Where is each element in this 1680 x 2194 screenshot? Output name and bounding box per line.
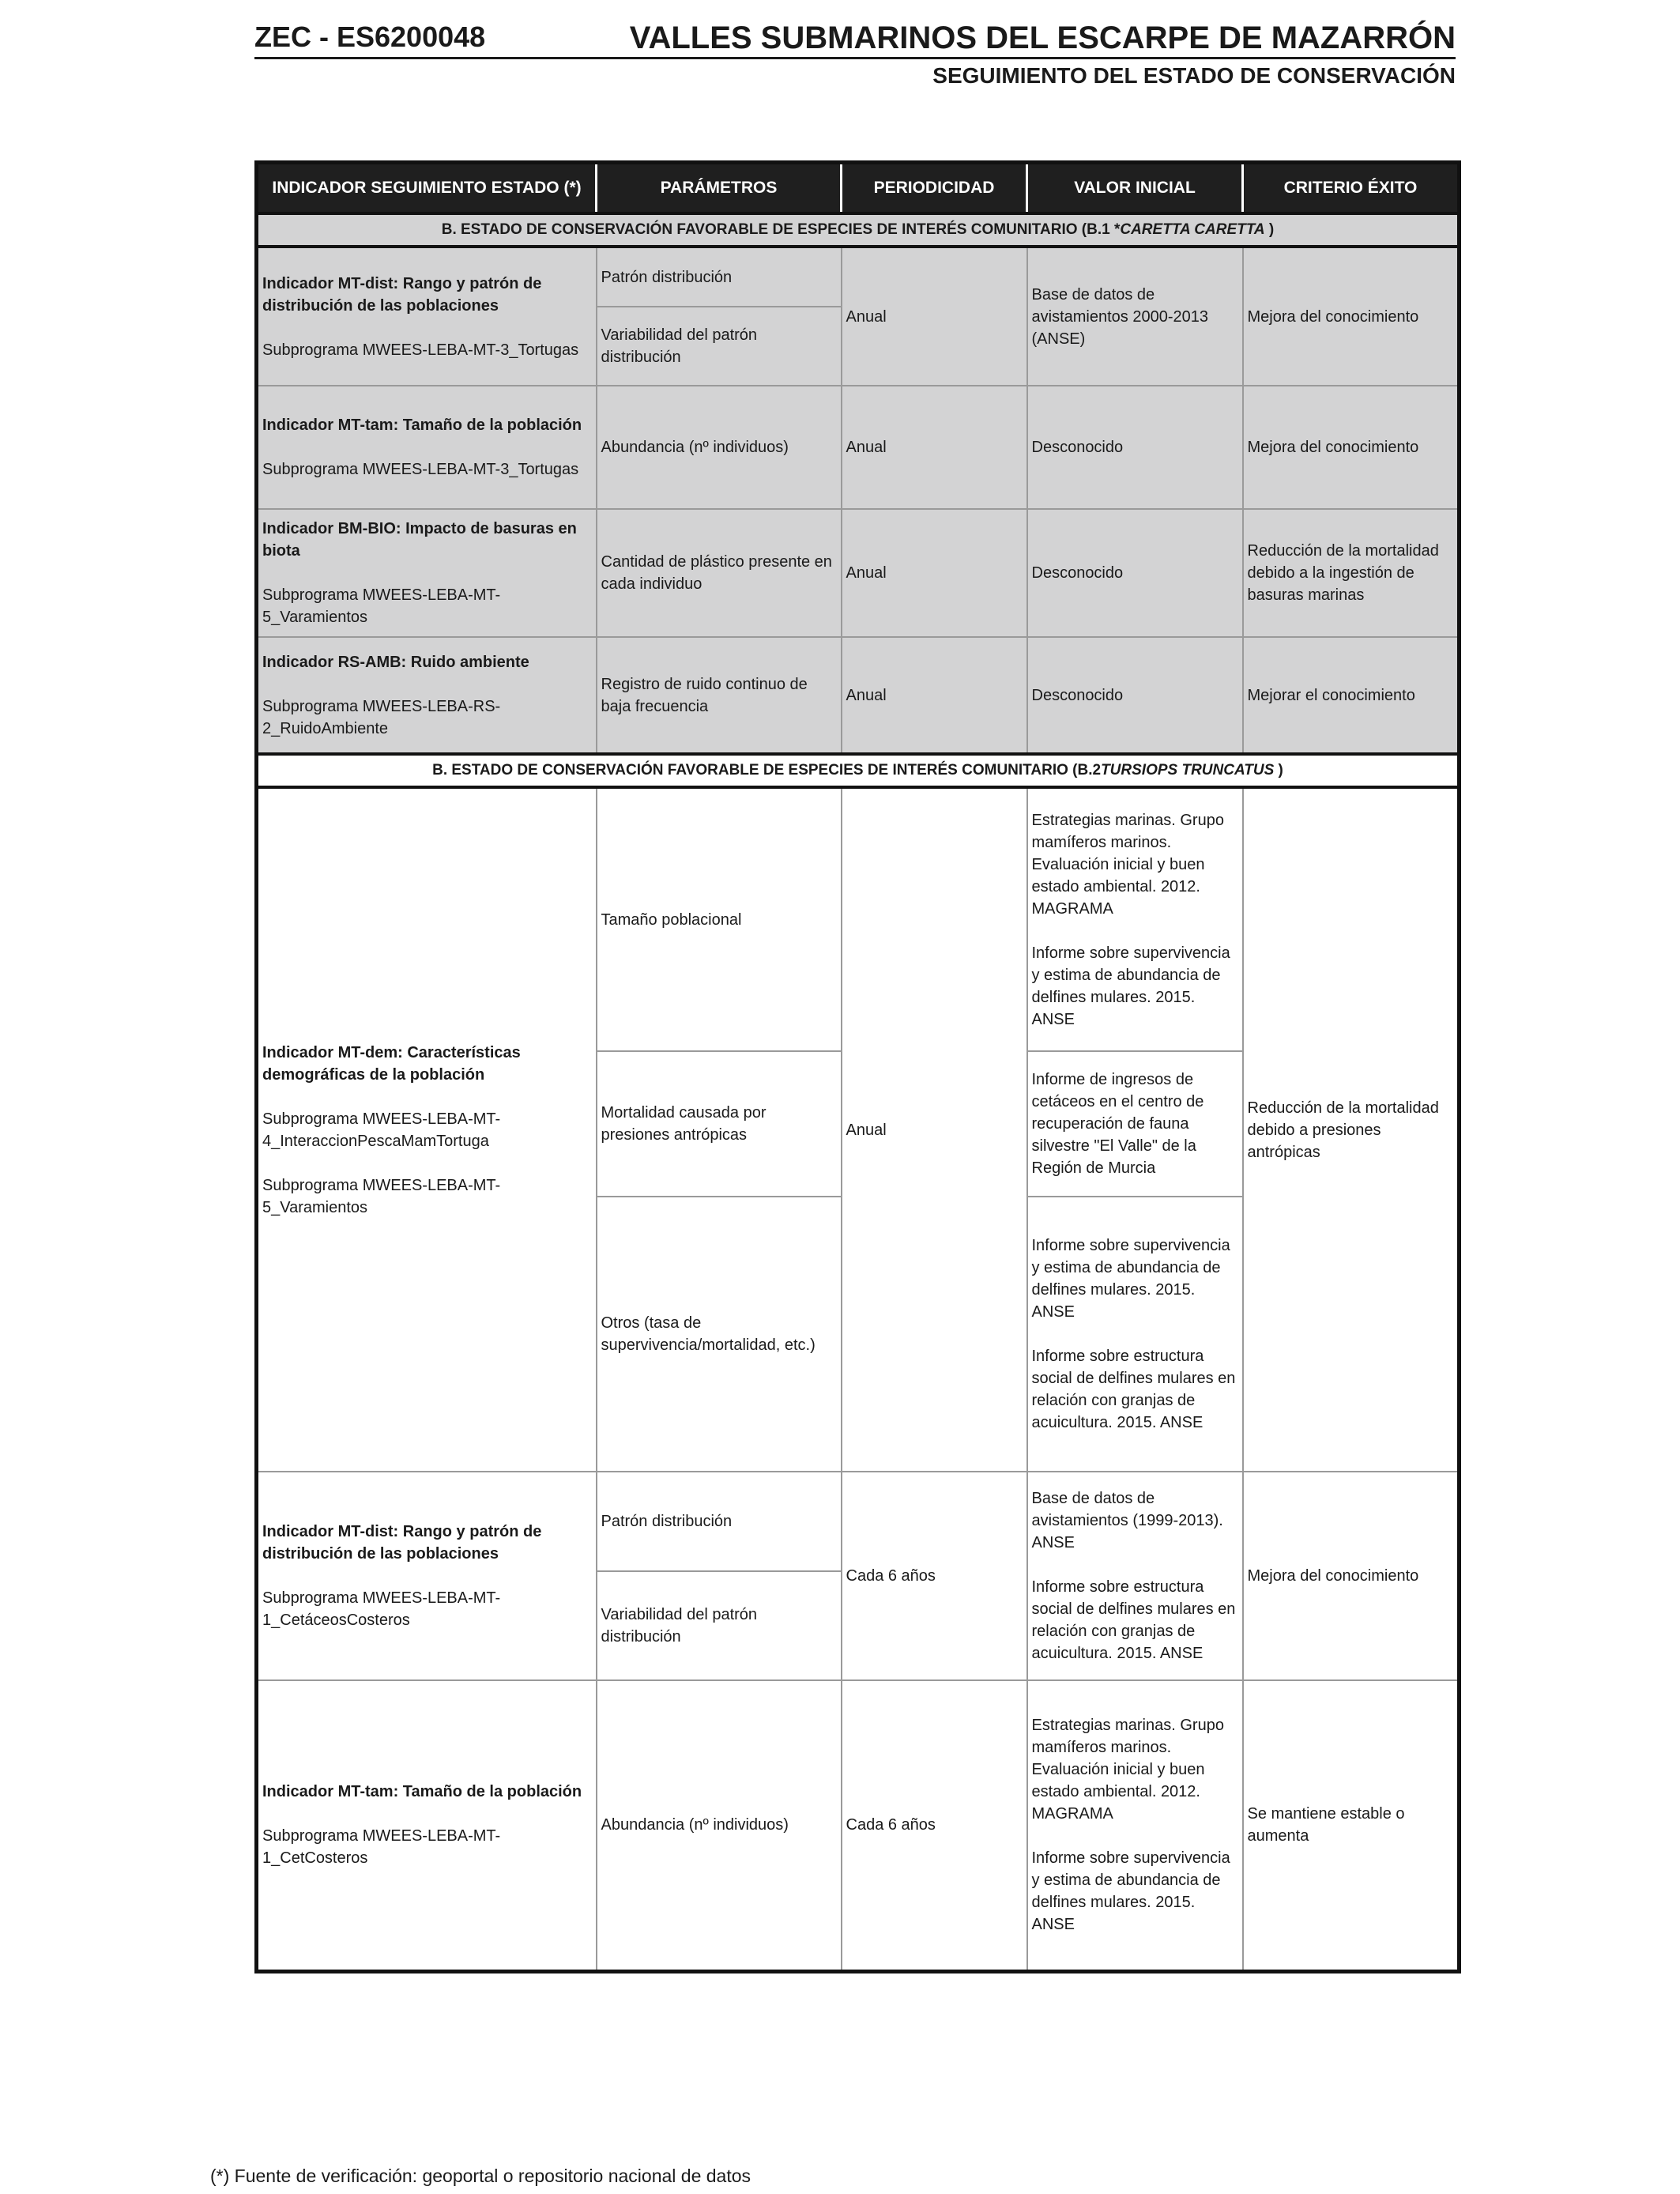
table-row — [257, 509, 1460, 637]
parameter-cell: Variabilidad del patrón distribución — [597, 307, 842, 386]
indicator-subprogram: Subprograma MWEES-LEBA-MT-3_Tortugas — [262, 341, 579, 359]
section-tursiops — [257, 754, 1460, 787]
species-name: CARETTA CARETTA — [1120, 221, 1265, 238]
criterion-cell: Mejorar el conocimiento — [1243, 637, 1460, 754]
section-caretta — [257, 213, 1460, 247]
col-parameters: PARÁMETROS — [597, 163, 842, 214]
periodicity-cell: Cada 6 años — [842, 1472, 1027, 1680]
indicator-title: Indicador BM-BIO: Impacto de basuras en biota — [262, 520, 577, 560]
initial-value-text: Base de datos de avistamientos (1999-2013). ANSE — [1031, 1490, 1223, 1551]
parameter-cell: Registro de ruido continuo de baja frecuencia — [597, 637, 842, 754]
parameter-cell: Variabilidad del patrón distribución — [597, 1571, 842, 1680]
indicator-subprogram: Subprograma MWEES-LEBA-MT-5_Varamientos — [262, 586, 501, 626]
section-prefix: B. ESTADO DE CONSERVACIÓN FAVORABLE DE ESPECIES DE INTERÉS COMUNITARIO (B.1 * — [441, 221, 1121, 238]
parameter-cell: Abundancia (nº individuos) — [597, 1680, 842, 1971]
indicator-subprogram: Subprograma MWEES-LEBA-RS-2_RuidoAmbiente — [262, 697, 501, 737]
periodicity-cell: Cada 6 años — [842, 1680, 1027, 1971]
site-code: ZEC - ES6200048 — [254, 21, 486, 53]
initial-value-cell: Informe de ingresos de cetáceos en el centro de recuperación de fauna silvestre "El Valle" de la Región de Murcia — [1027, 1051, 1243, 1197]
indicator-cell — [257, 1472, 597, 1680]
indicator-cell — [257, 509, 597, 637]
indicator-title: Indicador RS-AMB: Ruido ambiente — [262, 653, 529, 671]
criterion-cell: Mejora del conocimiento — [1243, 247, 1460, 386]
initial-value-text: Informe sobre supervivencia y estima de abundancia de delfines mulares. 2015. ANSE — [1031, 1849, 1230, 1934]
col-success-criterion: CRITERIO ÉXITO — [1243, 163, 1460, 214]
monitoring-table — [254, 160, 1461, 1973]
indicator-subprogram: Subprograma MWEES-LEBA-MT-1_CetáceosCosteros — [262, 1589, 501, 1629]
indicator-subprogram: Subprograma MWEES-LEBA-MT-1_CetCosteros — [262, 1827, 501, 1868]
initial-value-cell: Desconocido — [1027, 386, 1243, 509]
footnote: (*) Fuente de verificación: geoportal o repositorio nacional de datos — [210, 2166, 751, 2186]
section-prefix: B. ESTADO DE CONSERVACIÓN FAVORABLE DE ESPECIES DE INTERÉS COMUNITARIO (B.2 — [432, 762, 1102, 778]
indicator-cell — [257, 637, 597, 754]
periodicity-cell: Anual — [842, 509, 1027, 637]
initial-value-text: Informe sobre estructura social de delfines mulares en relación con granjas de acuicultura. 2015. ANSE — [1031, 1578, 1236, 1662]
parameter-cell: Tamaño poblacional — [597, 787, 842, 1051]
periodicity-cell: Anual — [842, 637, 1027, 754]
table-row — [257, 386, 1460, 509]
initial-value-cell — [1027, 1472, 1243, 1680]
criterion-cell: Mejora del conocimiento — [1243, 1472, 1460, 1680]
species-name: TURSIOPS TRUNCATUS — [1101, 762, 1275, 778]
table-row — [257, 637, 1460, 754]
initial-value-cell — [1027, 1680, 1243, 1971]
periodicity-cell: Anual — [842, 247, 1027, 386]
indicator-cell — [257, 386, 597, 509]
parameter-cell: Abundancia (nº individuos) — [597, 386, 842, 509]
parameter-cell: Patrón distribución — [597, 1472, 842, 1571]
initial-value-text: Estrategias marinas. Grupo mamíferos marinos. Evaluación inicial y buen estado ambiental. 2012. MAGRAMA — [1031, 811, 1224, 918]
criterion-cell: Mejora del conocimiento — [1243, 386, 1460, 509]
indicator-cell — [257, 787, 597, 1472]
col-indicator: INDICADOR SEGUIMIENTO ESTADO (*) — [257, 163, 597, 214]
header-rule — [254, 57, 1456, 59]
indicator-title: Indicador MT-tam: Tamaño de la población — [262, 1783, 582, 1801]
table-row — [257, 1472, 1460, 1571]
indicator-cell — [257, 247, 597, 386]
table-row — [257, 247, 1460, 307]
table-row — [257, 1680, 1460, 1971]
initial-value-text: Informe sobre estructura social de delfines mulares en relación con granjas de acuicultura. 2015. ANSE — [1031, 1348, 1236, 1431]
section-suffix: ) — [1274, 762, 1283, 778]
initial-value-cell: Desconocido — [1027, 509, 1243, 637]
table-row — [257, 787, 1460, 1051]
table-header-row — [257, 163, 1460, 214]
parameter-cell: Otros (tasa de supervivencia/mortalidad, etc.) — [597, 1197, 842, 1472]
initial-value-text: Informe sobre supervivencia y estima de abundancia de delfines mulares. 2015. ANSE — [1031, 1237, 1230, 1321]
criterion-cell: Reducción de la mortalidad debido a presiones antrópicas — [1243, 787, 1460, 1472]
initial-value-cell — [1027, 1197, 1243, 1472]
indicator-subprogram: Subprograma MWEES-LEBA-MT-3_Tortugas — [262, 461, 579, 478]
indicator-subprogram: Subprograma MWEES-LEBA-MT-5_Varamientos — [262, 1176, 501, 1216]
initial-value-cell — [1027, 787, 1243, 1051]
page-subtitle: SEGUIMIENTO DEL ESTADO DE CONSERVACIÓN — [932, 63, 1456, 88]
periodicity-cell: Anual — [842, 787, 1027, 1472]
periodicity-cell: Anual — [842, 386, 1027, 509]
parameter-cell: Mortalidad causada por presiones antrópicas — [597, 1051, 842, 1197]
indicator-cell — [257, 1680, 597, 1971]
parameter-cell: Cantidad de plástico presente en cada individuo — [597, 509, 842, 637]
initial-value-text: Estrategias marinas. Grupo mamíferos marinos. Evaluación inicial y buen estado ambiental. 2012. MAGRAMA — [1031, 1717, 1224, 1823]
indicator-subprogram: Subprograma MWEES-LEBA-MT-4_InteraccionPescaMamTortuga — [262, 1110, 501, 1150]
criterion-cell: Reducción de la mortalidad debido a la ingestión de basuras marinas — [1243, 509, 1460, 637]
criterion-cell: Se mantiene estable o aumenta — [1243, 1680, 1460, 1971]
parameter-cell: Patrón distribución — [597, 247, 842, 307]
page-title: VALLES SUBMARINOS DEL ESCARPE DE MAZARRÓN — [629, 21, 1456, 55]
indicator-title: Indicador MT-dist: Rango y patrón de distribución de las poblaciones — [262, 274, 542, 315]
initial-value-text: Informe sobre supervivencia y estima de abundancia de delfines mulares. 2015. ANSE — [1031, 944, 1230, 1028]
col-initial-value: VALOR INICIAL — [1027, 163, 1243, 214]
initial-value-cell: Desconocido — [1027, 637, 1243, 754]
indicator-title: Indicador MT-tam: Tamaño de la población — [262, 417, 582, 434]
section-suffix: ) — [1264, 221, 1275, 238]
col-periodicity: PERIODICIDAD — [842, 163, 1027, 214]
indicator-title: Indicador MT-dist: Rango y patrón de distribución de las poblaciones — [262, 1523, 542, 1563]
initial-value-cell: Base de datos de avistamientos 2000-2013 (ANSE) — [1027, 247, 1243, 386]
indicator-title: Indicador MT-dem: Características demográficas de la población — [262, 1043, 521, 1084]
